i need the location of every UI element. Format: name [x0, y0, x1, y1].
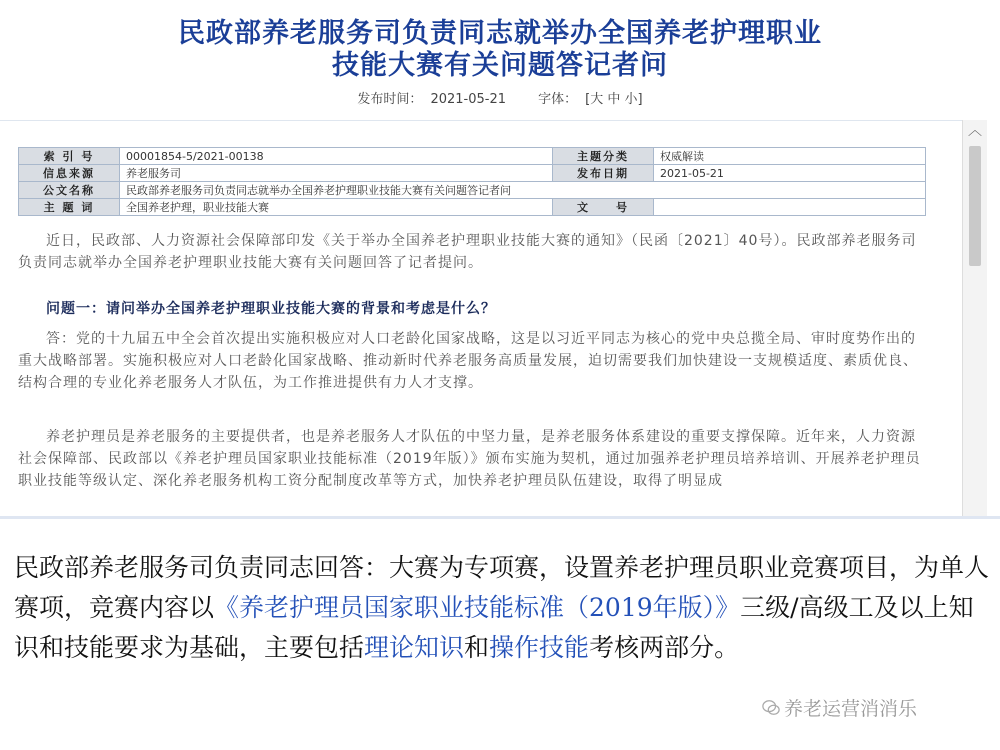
caption-text-7: 考核两部分。	[589, 633, 740, 662]
date-key: 发布日期	[553, 165, 654, 182]
category-key: 主题分类	[553, 148, 654, 165]
body-paragraph-3: 养老护理员是养老服务的主要提供者，也是养老服务人才队伍的中坚力量，是养老服务体系建设的重要支撑保障。近年来，人力资源社会保障部、民政部以《养老护理员国家职业技能标准（2019年版）》颁布实施为契机，通过加强养老护理员培养培训、开展养老护理员职业技能等级认定、深化养老服务机构工资分配制度改革等方式，加快养老护理员队伍建设，取得了明显成	[18, 429, 921, 489]
caption-text-3: 三级/高级工及以上知识和技能要求为基础，主要包括	[14, 593, 974, 662]
doc-number-value	[654, 199, 926, 216]
article-title	[0, 18, 1000, 82]
caption-theory: 理论知识	[364, 633, 465, 662]
index-key: 索 引 号	[19, 148, 120, 165]
caption-text-5: 和	[464, 633, 490, 662]
caption-practice: 操作技能	[489, 633, 590, 662]
divider	[0, 516, 1000, 519]
article-title-line-1: 民政部养老服务司负责同志就举办全国养老护理职业	[178, 18, 822, 49]
category-value: 权威解读	[654, 148, 926, 165]
caption	[14, 548, 994, 668]
body-paragraph-1: 近日，民政部、人力资源社会保障部印发《关于举办全国养老护理职业技能大赛的通知》（民函〔2021〕40号）。民政部养老服务司负责同志就举办全国养老护理职业技能大赛有关问题回答了记者提问。	[18, 233, 917, 271]
font-size-label: 字体：	[538, 92, 578, 107]
caption-text-1: 民政部养老服务司负责同志回答：大赛为专项赛，设置养老护理员职业竞赛项目，为单人赛项，竞赛内容以	[14, 553, 990, 622]
table-row	[19, 148, 926, 165]
caption-standard-name: 《养老护理员国家职业技能标准（2019年版）》	[214, 593, 741, 622]
doc-number-key: 文 号	[553, 199, 654, 216]
scroll-thumb[interactable]	[969, 146, 981, 266]
publish-label: 发布时间：	[357, 92, 423, 107]
wechat-icon	[762, 699, 780, 717]
table-row	[19, 199, 926, 216]
topic-value: 全国养老护理，职业技能大赛	[120, 199, 553, 216]
source-value: 养老服务司	[120, 165, 553, 182]
watermark	[762, 694, 917, 721]
doc-name-key: 公文名称	[19, 182, 120, 199]
table-row	[19, 165, 926, 182]
article-title-line-2: 技能大赛有关问题答记者问	[332, 50, 668, 81]
watermark-text: 养老运营消消乐	[784, 698, 918, 720]
doc-name-value: 民政部养老服务司负责同志就举办全国养老护理职业技能大赛有关问题答记者问	[120, 182, 926, 199]
table-row	[19, 182, 926, 199]
article-meta	[0, 88, 1000, 107]
topic-key: 主 题 词	[19, 199, 120, 216]
source-key: 信息来源	[19, 165, 120, 182]
scroll-up-icon[interactable]: ︿	[968, 123, 982, 139]
scrollbar[interactable]	[962, 120, 987, 516]
body-paragraph-2: 答：党的十九届五中全会首次提出实施积极应对人口老龄化国家战略，这是以习近平同志为核心的党中央总揽全局、审时度势作出的重大战略部署。实施积极应对人口老龄化国家战略、推动新时代养老服务高质量发展，迫切需要我们加快建设一支规模适度、素质优良、结构合理的专业化养老服务人才队伍，为工作推进提供有力人才支撑。	[18, 331, 918, 391]
publish-date: 2021-05-21	[430, 92, 506, 107]
date-value: 2021-05-21	[654, 165, 926, 182]
font-size-options[interactable]: [大 中 小]	[585, 92, 643, 107]
question-1: 问题一：请问举办全国养老护理职业技能大赛的背景和考虑是什么？	[46, 301, 496, 317]
index-value: 00001854-5/2021-00138	[120, 148, 553, 165]
info-table	[18, 147, 926, 216]
